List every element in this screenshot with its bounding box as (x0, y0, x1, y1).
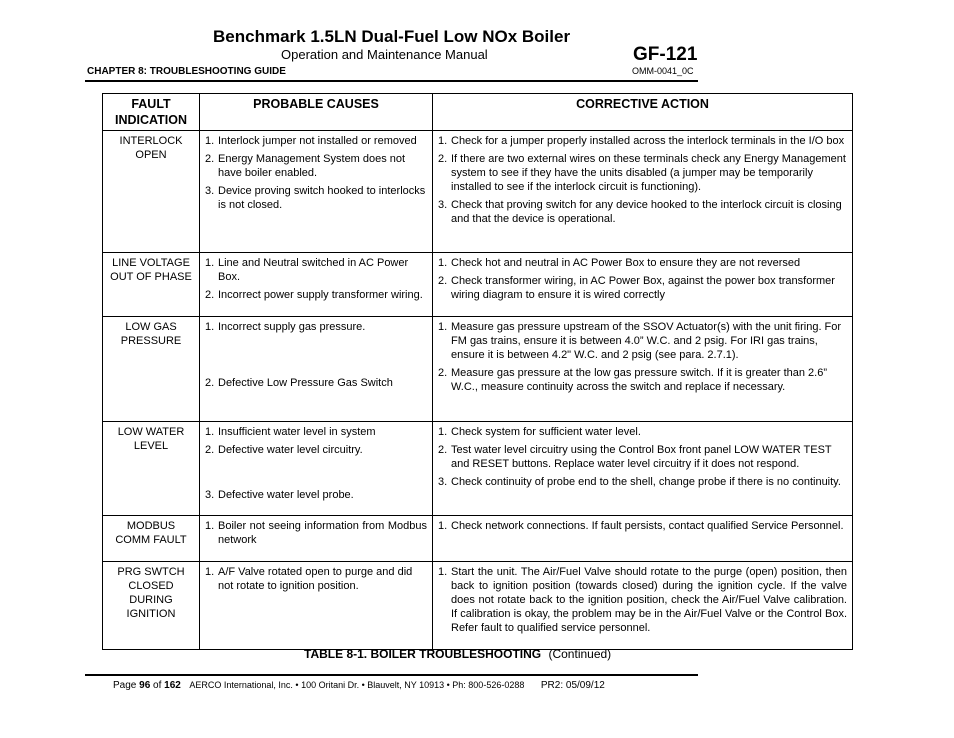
actions-list (438, 320, 847, 394)
document-title: Benchmark 1.5LN Dual-Fuel Low NOx Boiler (213, 27, 571, 46)
action-item: 1. Start the unit. The Air/Fuel Valve should rotate to the purge (open) position, then back to ignition position (towards closed) during the ignition cycle. If the valve does not rotate back to the ignition position, check the Air/Fuel Valve calibration. If calibration is okay, the problem may be in the Air/Fuel Valve or the Control Box. Refer fault to qualified service personnel. (438, 566, 847, 634)
cause-item: 2. Incorrect power supply transformer wiring. (205, 289, 423, 301)
fault-indication: LINE VOLTAGE OUT OF PHASE (103, 253, 200, 317)
document-number: GF-121 (633, 44, 698, 65)
causes-list (205, 256, 427, 302)
cause-item: 2. Energy Management System does not have boiler enabled. (205, 153, 406, 179)
probable-causes-cell (200, 253, 433, 317)
cause-item: 1. Interlock jumper not installed or removed (205, 135, 417, 147)
causes-list (205, 320, 427, 390)
troubleshooting-table (102, 93, 853, 650)
header-divider (85, 80, 698, 82)
action-item: 1. Check hot and neutral in AC Power Box to ensure they are not reversed (438, 257, 801, 269)
cause-item: 1. Boiler not seeing information from Modbus network (205, 520, 427, 546)
page-indicator (113, 680, 181, 691)
column-header-causes: PROBABLE CAUSES (200, 94, 433, 131)
cause-item: 2. Defective Low Pressure Gas Switch (205, 377, 393, 389)
page-footer (113, 680, 605, 691)
action-item: 2. Test water level circuitry using the Control Box front panel LOW WATER TEST and RESET buttons. Replace water level circuitry if it does not respond. (438, 444, 832, 470)
cause-item: 2. Defective water level circuitry. (205, 444, 363, 456)
company-info: AERCO International, Inc. • 100 Oritani Dr. • Blauvelt, NY 10913 • Ph: 800-526-0288 (189, 680, 525, 690)
table-header-row (103, 94, 853, 131)
page-of: of (150, 680, 165, 691)
table-row (103, 562, 853, 650)
probable-causes-cell (200, 422, 433, 516)
cause-item: 3. Device proving switch hooked to interlocks is not closed. (205, 185, 426, 211)
cause-item: 1. Insufficient water level in system (205, 426, 376, 438)
action-item: 2. If there are two external wires on these terminals check any Energy Management system to see if they have the units disabled (a jumper may be temporarily installed to see if the interlock circuit is functioning). (438, 153, 846, 193)
revision-date: PR2: 05/09/12 (540, 680, 605, 691)
column-header-action: CORRECTIVE ACTION (433, 94, 853, 131)
causes-list (205, 565, 427, 593)
action-item: 1. Check network connections. If fault persists, contact qualified Service Personnel. (438, 520, 844, 532)
action-item: 3. Check that proving switch for any device hooked to the interlock circuit is closing and that the device is operational. (438, 199, 842, 225)
corrective-action-cell (433, 131, 853, 253)
table-row (103, 253, 853, 317)
table-row (103, 422, 853, 516)
probable-causes-cell (200, 562, 433, 650)
causes-list (205, 134, 427, 212)
actions-list (438, 134, 847, 226)
corrective-action-cell (433, 422, 853, 516)
corrective-action-cell (433, 516, 853, 562)
probable-causes-cell (200, 516, 433, 562)
footer-divider (85, 674, 698, 676)
document-revision: OMM-0041_0C (632, 66, 694, 76)
table-row (103, 317, 853, 422)
actions-list (438, 256, 847, 302)
caption-suffix: (Continued) (548, 647, 612, 661)
action-item: 1. Measure gas pressure upstream of the SSOV Actuator(s) with the unit firing. For FM gas trains, ensure it is between 4.0” W.C. and 2 psig. For IRI gas trains, ensure it is between 4.2" W.C. and 2 psig (see para. 2.7.1). (438, 321, 842, 361)
page-number: 96 (139, 680, 151, 691)
corrective-action-cell (433, 253, 853, 317)
actions-list (438, 565, 847, 635)
action-item: 1. Check system for sufficient water level. (438, 426, 641, 438)
cause-item: 1. Incorrect supply gas pressure. (205, 321, 366, 333)
corrective-action-cell (433, 562, 853, 650)
action-item: 2. Check transformer wiring, in AC Power Box, against the power box transformer wiring diagram to ensure it is wired correctly (438, 275, 835, 301)
fault-indication: LOW WATER LEVEL (103, 422, 200, 516)
causes-list (205, 519, 427, 547)
action-item: 2. Measure gas pressure at the low gas pressure switch. If it is greater than 2.6” W.C., measure continuity across the switch and replace if necessary. (438, 367, 828, 393)
actions-list (438, 519, 847, 533)
table-caption (304, 647, 611, 661)
fault-indication: LOW GAS PRESSURE (103, 317, 200, 422)
page-prefix: Page (113, 680, 140, 691)
probable-causes-cell (200, 317, 433, 422)
fault-indication: MODBUS COMM FAULT (103, 516, 200, 562)
corrective-action-cell (433, 317, 853, 422)
causes-list (205, 425, 427, 502)
probable-causes-cell (200, 131, 433, 253)
cause-item: 1. Line and Neutral switched in AC Power Box. (205, 257, 409, 283)
chapter-heading: CHAPTER 8: TROUBLESHOOTING GUIDE (87, 66, 286, 77)
page-total: 162 (164, 680, 181, 691)
caption-label: TABLE 8-1. BOILER TROUBLESHOOTING (304, 647, 542, 661)
action-item: 1. Check for a jumper properly installed across the interlock terminals in the I/O box (438, 135, 845, 147)
cause-item: 3. Defective water level probe. (205, 489, 354, 501)
table-row (103, 516, 853, 562)
column-header-fault: FAULT INDICATION (103, 94, 200, 131)
document-subtitle: Operation and Maintenance Manual (281, 47, 488, 62)
actions-list (438, 425, 847, 489)
action-item: 3. Check continuity of probe end to the shell, change probe if there is no continuity. (438, 476, 841, 488)
fault-indication: INTERLOCK OPEN (103, 131, 200, 253)
fault-indication: PRG SWTCH CLOSED DURING IGNITION (103, 562, 200, 650)
cause-item: 1. A/F Valve rotated open to purge and did not rotate to ignition position. (205, 566, 413, 592)
table-row (103, 131, 853, 253)
